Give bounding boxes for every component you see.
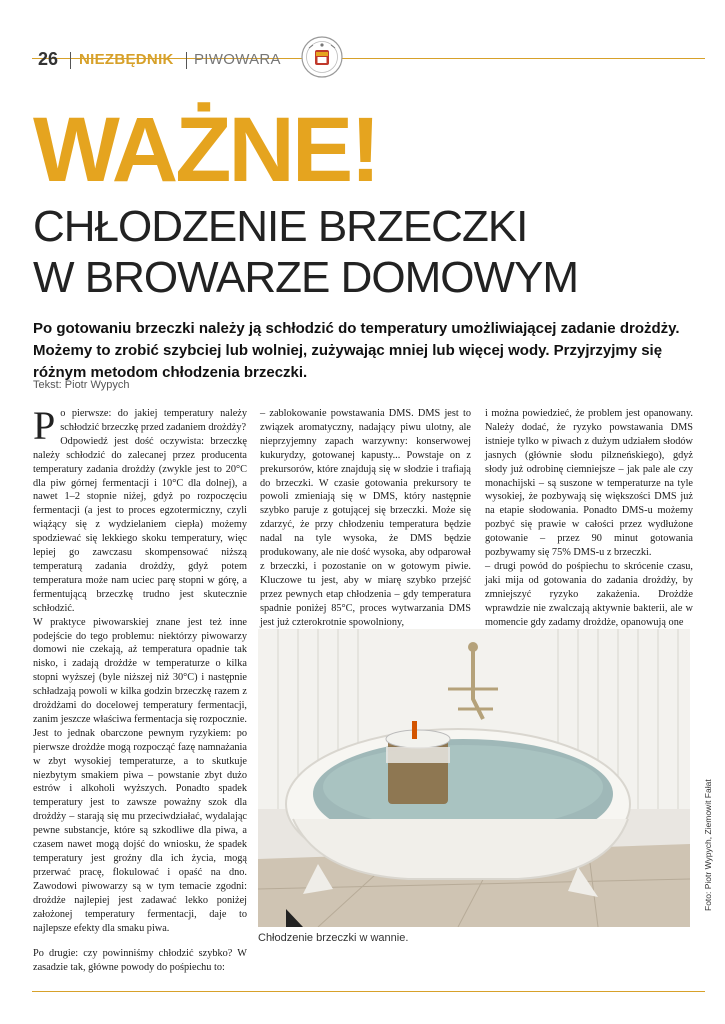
paragraph: – drugi powód do pośpiechu to skrócenie czasu, jaki mija od gotowania do zadania drożdży, by zmniejszyć ryzyko zakażenia. Drożdże wprawdzie nie zwalczają aktywnie bakterii, ale w momencie gdy zadamy drożdże, opanowują one — [485, 560, 693, 628]
paragraph — [33, 403, 247, 448]
title-line: CHŁODZENIE BRZECZKI — [33, 202, 528, 251]
article-byline: Tekst: Piotr Wypych — [33, 379, 130, 391]
photo-credit: Foto: Piotr Wypych, Ziemowit Fałat — [703, 779, 713, 911]
header-divider — [186, 52, 187, 69]
paragraph: Po drugie: czy powinniśmy chłodzić szybko? W zasadzie tak, główne powody do pośpiechu to: — [33, 948, 247, 974]
paragraph: Odpowiedź jest dość oczywista: brzeczkę należy schłodzić do zalecanej przez producenta temperatury zadania drożdży (zwykle jest to 20°C dla piw górnej fermentacji i 10°C dla dolnej), a nawet 1–2 stopnie niżej, gdyż po rozpoczęciu fermentacji (a jest to proces egzotermiczny, czyli wiążący się z wydzielaniem ciepła) możemy spodziewać się lekkiego skoku temperatury, więc lepiej go zawczasu skompensować niższą temperaturą zadania drożdży, gdyż potem temperatura może nam uciec parę stopni w górę, a fermentującą brzeczkę trudno jest skutecznie schłodzić. — [33, 435, 247, 614]
text-column-3 — [485, 407, 693, 630]
article-kicker: WAŻNE! — [33, 99, 378, 201]
article-lead: Po gotowaniu brzeczki należy ją schłodzić do temperatury umożliwiającej zadanie drożdży. Możemy to zrobić szybciej lub wolniej, zużywając mniej lub więcej wody. Przyjrzyjmy się różnym metodom chłodzenia brzeczki. — [33, 320, 680, 381]
page-number: 26 — [38, 49, 59, 69]
magazine-seal-logo — [301, 36, 343, 78]
paragraph: i można powiedzieć, że problem jest opanowany. Należy dodać, że ryzyko powstawania DMS istnieje tylko w piwach z dużym udziałem słodów jasnych (głównie słodu pilzneńskiego), gdyż słody już odrobinę ciemniejsze – jak pale ale czy monachijski – są suszone w temperaturze na tyle wysokiej, że pozbywają się większości DMS już na etapie słodowania. Ponadto DMS-u możemy pozbyć się prawie w całości przez wydłużone gotowanie – przez 90 minut gotowania pozbywamy się 75% DMS-u z brzeczki. — [485, 408, 693, 559]
article-title — [33, 201, 713, 303]
header-divider — [70, 52, 71, 69]
footer-rule — [32, 991, 705, 992]
magazine-name: PIWOWARA — [194, 51, 281, 68]
text-column-2 — [260, 407, 471, 630]
section-name: NIEZBĘDNIK — [79, 51, 174, 68]
text-column-1 — [33, 403, 247, 975]
paragraph: – zablokowanie powstawania DMS. DMS jest to związek aromatyczny, nadający piwu ulotny, ale nieprzyjemny zapach warzywny: konserwowej kukurydzy, gotowanej kapusty... Powstaje on z prekursorów, które znajdują się w słodzie i trafiają do brzeczki. W czasie gotowania prekursory te powoli zmieniają się w DMS, który następnie szybko paruje z gotującej się brzeczki. Może się zdarzyć, że przy chłodzeniu temperatura będzie nadal na tyle wysoka, że DMS będzie produkowany, ale nie dość wysoka, aby odparował z brzeczki, i pozostanie on w gotowym piwie. Kluczowe tu jest, aby w miarę szybko przejść przez pewnych etap chłodzenia – gdy temperatura spadnie poniżej 85°C, proces wytwarzania DMS jest już czterokrotnie spowolniony, — [260, 408, 471, 628]
paragraph-text: o pierwsze: do jakiej temperatury należy schłodzić brzeczkę przed zadaniem drożdży? — [60, 408, 247, 433]
photo-caption: Chłodzenie brzeczki w wannie. — [258, 932, 409, 944]
drop-cap: P — [33, 403, 56, 448]
paragraph: W praktyce piwowarskiej znane jest też inne podejście do tego problemu: niektórzy piwowarzy domowi nie czekają, aż temperatura opadnie tak nisko, i zadają drożdże w temperaturze o kilka stopni wyższej (byle niższej niż 30°C) i następnie schładzają powoli w kilka godzin brzeczkę razem z drożdżami do docelowej temperatury fermentacji, zanim jeszcze właściwa fermentacja się rozpocznie. Jest to jednak obarczone pewnym ryzykiem: po pierwsze drożdże mogą rozpocząć fazę namnażania w zbyt wysokiej temperaturze, a to skutkuje niezbytym smakiem piwa – powstanie zbyt dużo estrów i alkoholi wyższych. Ponadto spadek temperatury jest to zawsze poważny szok dla drożdży – starają się mu przeciwdziałać, wydalając pewne substancje, które są szkodliwe dla piwa, a czasem nawet mogą dojść do wniosku, że spadek temperatury jest groźny dla ich życia, mogą przerwać pracę, flokulować i opaść na dno. Zawodowi piwowarzy są w tym temacie zgodni: drożdże najlepiej jest zadawać lekko poniżej założonej temperatury fermentacji, daje to najlepsze efekty dla smaku piwa. — [33, 616, 247, 934]
title-line: W BROWARZE DOMOWYM — [33, 253, 578, 302]
bathtub-photo — [258, 629, 690, 927]
